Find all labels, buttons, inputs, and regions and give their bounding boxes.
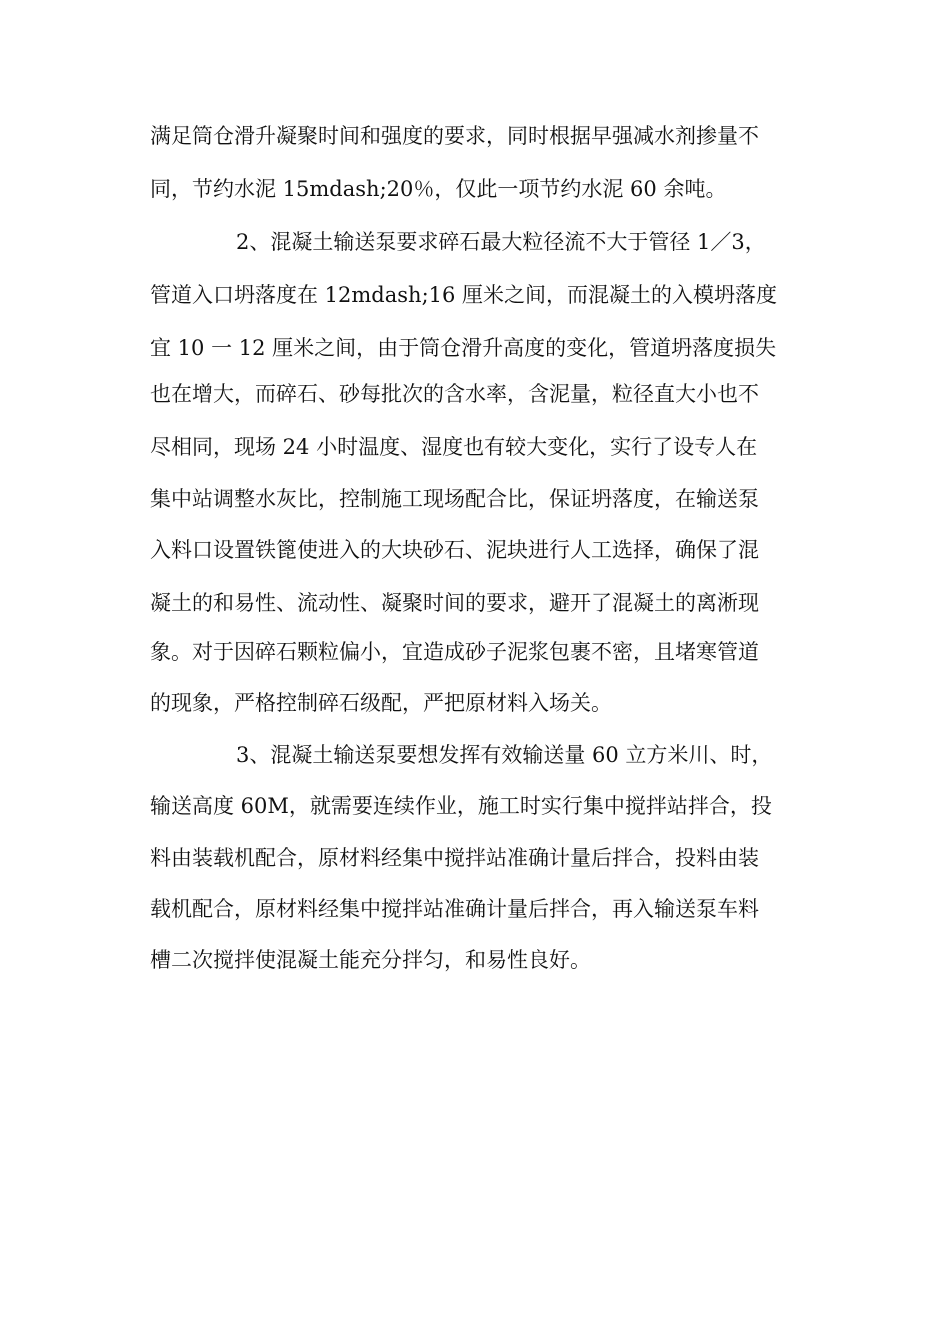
text-line: 宜 10 一 12 厘米之间，由于筒仓滑升高度的变化，管道坍落度损失 xyxy=(150,336,777,360)
text-line: 也在增大，而碎石、砂每批次的含水率，含泥量，粒径直大小也不 xyxy=(150,382,759,406)
paragraph-start-line: 2、混凝土输送泵要求碎石最大粒径流不大于管径 1／3， xyxy=(236,230,766,254)
text-line: 料由装载机配合，原材料经集中搅拌站准确计量后拌合，投料由装 xyxy=(150,846,759,870)
text-line: 象。对于因碎石颗粒偏小，宜造成砂子泥浆包裹不密，且堵寒管道 xyxy=(150,640,759,664)
text-line: 管道入口坍落度在 12mdash;16 厘米之间，而混凝土的入模坍落度 xyxy=(150,283,778,307)
text-line: 槽二次搅拌使混凝土能充分拌匀，和易性良好。 xyxy=(150,948,591,972)
text-line: 同，节约水泥 15mdash;20％，仅此一项节约水泥 60 余吨。 xyxy=(150,177,727,201)
text-line: 凝土的和易性、流动性、凝聚时间的要求，避开了混凝土的离淅现 xyxy=(150,591,759,615)
text-line: 输送高度 60M，就需要连续作业，施工时实行集中搅拌站拌合，投 xyxy=(150,794,772,818)
text-line: 集中站调整水灰比，控制施工现场配合比，保证坍落度，在输送泵 xyxy=(150,487,759,511)
text-line: 的现象，严格控制碎石级配，严把原材料入场关。 xyxy=(150,691,612,715)
text-line: 入料口设置铁篦使进入的大块砂石、泥块进行人工选择，确保了混 xyxy=(150,538,759,562)
text-line: 尽相同，现场 24 小时温度、湿度也有较大变化，实行了设专人在 xyxy=(150,435,758,459)
paragraph-start-line: 3、混凝土输送泵要想发挥有效输送量 60 立方米川、时， xyxy=(236,743,773,767)
text-line: 满足筒仓滑升凝聚时间和强度的要求，同时根据早强减水剂掺量不 xyxy=(150,124,759,148)
text-line: 载机配合，原材料经集中搅拌站准确计量后拌合，再入输送泵车料 xyxy=(150,897,759,921)
